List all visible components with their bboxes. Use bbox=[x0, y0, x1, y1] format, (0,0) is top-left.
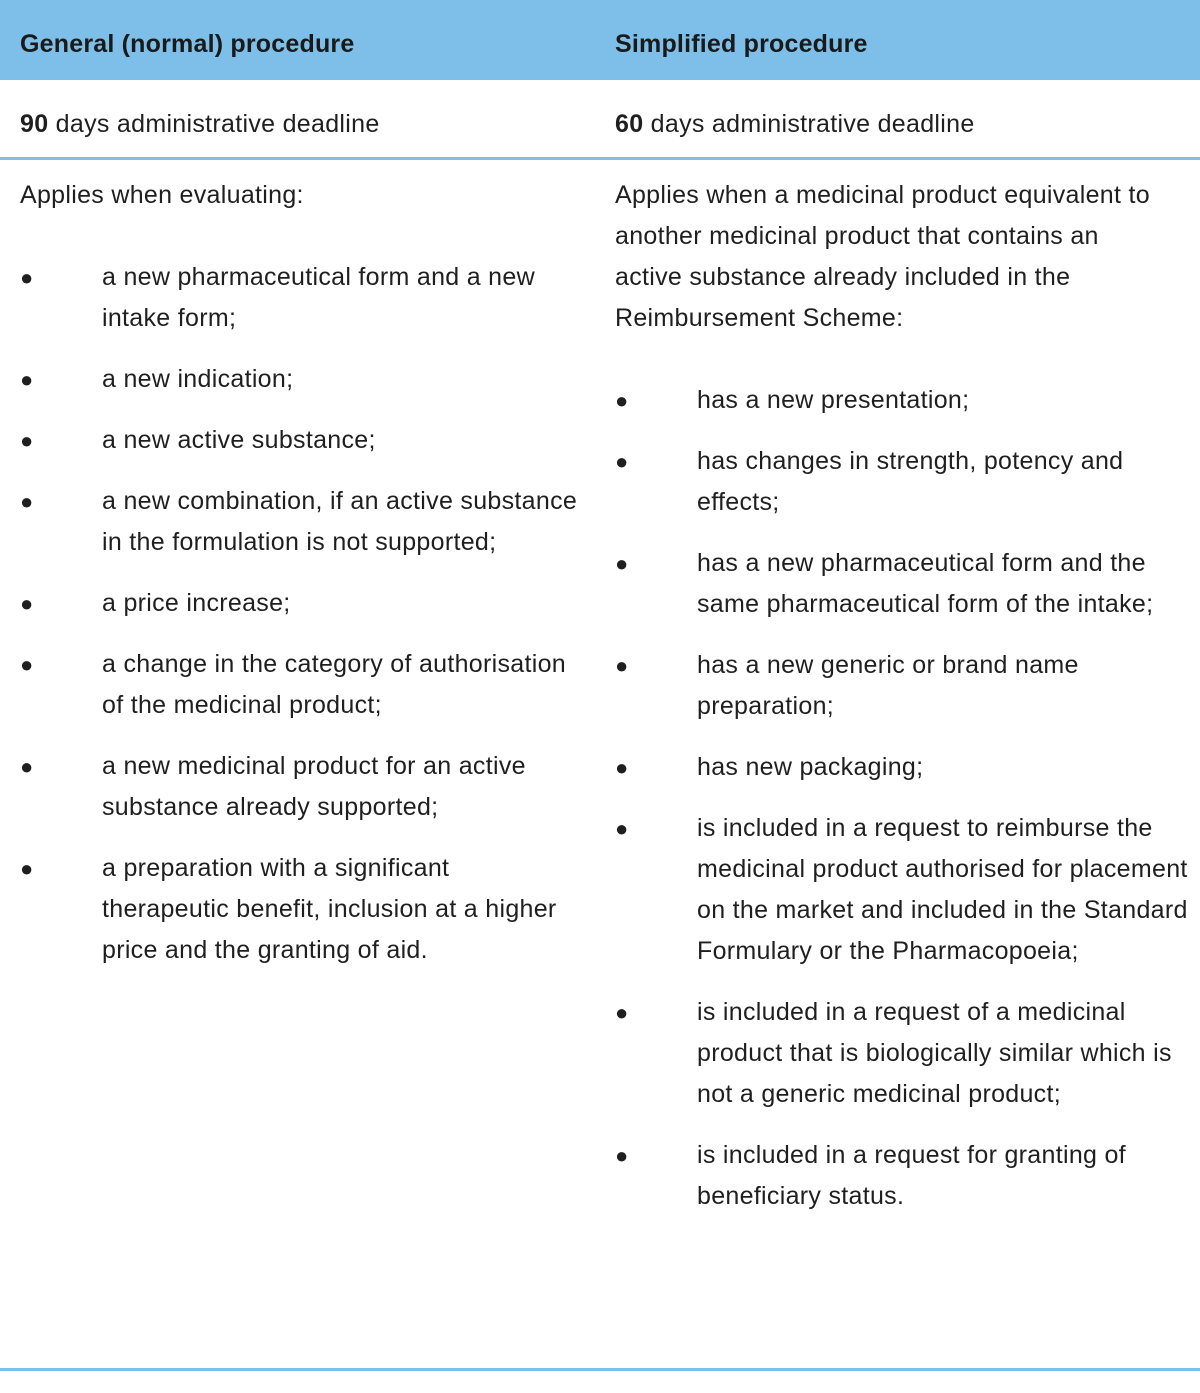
bullet-icon: ● bbox=[615, 1000, 629, 1025]
list-item: ● has a new presentation; bbox=[615, 380, 1197, 421]
deadline-simplified-days: 60 bbox=[615, 110, 644, 138]
bullet-icon: ● bbox=[20, 591, 34, 616]
list-item: ● has a new generic or brand name preparation; bbox=[615, 645, 1197, 727]
right-intro: Applies when a medicinal product equivalent to another medicinal product that contains an active substance already included in the Reimbursement Scheme: bbox=[615, 181, 1150, 332]
bullet-icon: ● bbox=[615, 449, 629, 474]
deadline-general bbox=[20, 80, 580, 160]
list-item: ● is included in a request to reimburse the medicinal product authorised for placement on the market and included in the Standard Formulary or the Pharmacopoeia; bbox=[615, 808, 1197, 972]
table-header-row bbox=[0, 0, 1200, 80]
list-item: ● a new medicinal product for an active substance already supported; bbox=[20, 746, 585, 828]
bullet-icon: ● bbox=[20, 856, 34, 881]
bullet-icon: ● bbox=[615, 1143, 629, 1168]
list-item: ● a new indication; bbox=[20, 359, 585, 400]
bullet-icon: ● bbox=[20, 489, 34, 514]
list-item: ● a new active substance; bbox=[20, 420, 585, 461]
deadline-general-text: days administrative deadline bbox=[48, 110, 380, 138]
deadline-row bbox=[0, 80, 1200, 160]
bullet-icon: ● bbox=[20, 754, 34, 779]
list-item: ● a new pharmaceutical form and a new intake form; bbox=[20, 257, 585, 339]
left-bullet-list bbox=[20, 257, 585, 991]
list-item: ● a price increase; bbox=[20, 583, 585, 624]
bullet-icon: ● bbox=[20, 367, 34, 392]
left-intro: Applies when evaluating: bbox=[20, 181, 304, 209]
list-item: ● has changes in strength, potency and effects; bbox=[615, 441, 1197, 523]
bullet-icon: ● bbox=[20, 428, 34, 453]
header-general-procedure: General (normal) procedure bbox=[20, 30, 355, 58]
list-item: ● is included in a request of a medicinal product that is biologically similar which is not a generic medicinal product; bbox=[615, 992, 1197, 1115]
bullet-icon: ● bbox=[20, 265, 34, 290]
list-item: ● a new combination, if an active substance in the formulation is not supported; bbox=[20, 481, 585, 563]
bullet-icon: ● bbox=[615, 816, 629, 841]
bullet-icon: ● bbox=[615, 755, 629, 780]
list-item: ● a preparation with a significant therapeutic benefit, inclusion at a higher price and the granting of aid. bbox=[20, 848, 585, 971]
bullet-icon: ● bbox=[20, 652, 34, 677]
list-item: ● has a new pharmaceutical form and the same pharmaceutical form of the intake; bbox=[615, 543, 1197, 625]
bullet-icon: ● bbox=[615, 388, 629, 413]
list-item: ● a change in the category of authorisation of the medicinal product; bbox=[20, 644, 585, 726]
deadline-simplified-text: days administrative deadline bbox=[643, 110, 975, 138]
deadline-simplified bbox=[615, 80, 1195, 160]
list-item: ● is included in a request for granting of beneficiary status. bbox=[615, 1135, 1197, 1217]
bottom-divider bbox=[0, 1368, 1200, 1371]
deadline-general-days: 90 bbox=[20, 110, 49, 138]
list-item: ● has new packaging; bbox=[615, 747, 1197, 788]
bullet-icon: ● bbox=[615, 551, 629, 576]
header-simplified-procedure: Simplified procedure bbox=[615, 30, 868, 58]
right-bullet-list bbox=[615, 380, 1197, 1237]
bullet-icon: ● bbox=[615, 653, 629, 678]
